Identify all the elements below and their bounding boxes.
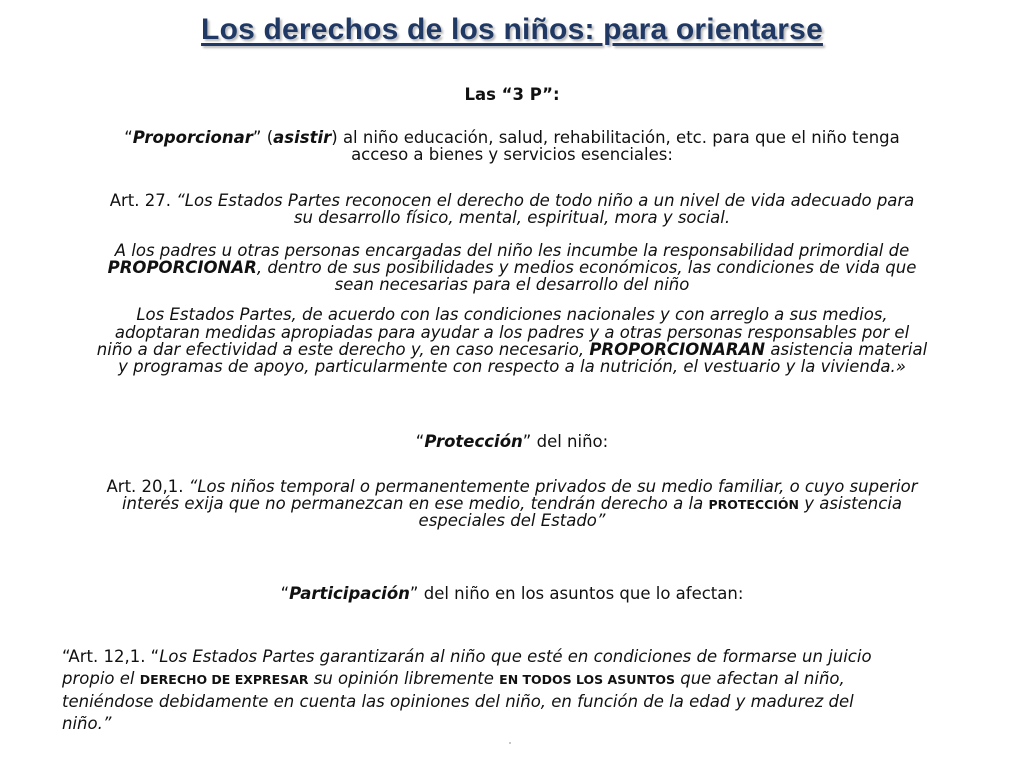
proporcionar-intro-line1 <box>0 129 1024 146</box>
padres-line2 <box>0 259 1024 276</box>
art27-text: “Los Estados Partes reconocen el derecho de todo niño a un nivel de vida adecuado para <box>176 191 915 210</box>
art20-line2-text-a: interés exija que no permanezcan en ese medio, tendrán derecho a la <box>121 494 709 513</box>
asistir-term: asistir <box>273 128 332 147</box>
art20-prefix: Art. 20,1. <box>106 477 189 496</box>
slide-title: Los derechos de los niños: para orientarse <box>201 13 823 46</box>
participacion-heading-text: ” del niño en los asuntos que lo afectan: <box>409 584 744 603</box>
participacion-heading <box>0 585 1024 602</box>
participacion-term: Participación <box>289 584 410 603</box>
padres-line3: sean necesarias para el desarrollo del niño <box>334 275 690 294</box>
proteccion-term: Protección <box>424 432 523 451</box>
art27-line2: su desarrollo físico, mental, espiritual, mora y social. <box>293 208 731 227</box>
estados-line2: adoptaran medidas apropiadas para ayudar a los padres y a otras personas responsables por el <box>114 323 910 342</box>
art27-prefix: Art. 27. <box>109 191 177 210</box>
art12-prefix: “Art. 12,1. “ <box>62 647 160 666</box>
slide-dot <box>509 742 511 744</box>
art20-line2-text-b: y asistencia <box>799 494 903 513</box>
art12-line1 <box>62 646 982 668</box>
quote-close: ” ( <box>252 128 274 147</box>
estados-line3-text-b: asistencia material <box>765 340 928 359</box>
todos-asuntos-small-caps: EN TODOS LOS ASUNTOS <box>499 672 675 687</box>
proporcionar-emphasis: PROPORCIONAR <box>107 258 257 277</box>
proteccion-heading <box>0 433 1024 450</box>
quote-open: “ <box>124 128 133 147</box>
art12-line2-text-c: que afectan al niño, <box>674 669 845 688</box>
estados-line3-text-a: niño a dar efectividad a este derecho y, en caso necesario, <box>96 340 590 359</box>
proporcionar-intro-line2: acceso a bienes y servicios esenciales: <box>351 145 673 164</box>
quote-open: “ <box>280 584 290 603</box>
proteccion-small-caps: PROTECCIÓN <box>708 497 800 512</box>
art12-line2 <box>62 668 982 691</box>
art20-line1 <box>0 478 1024 495</box>
estados-line4: y programas de apoyo, particularmente con respecto a la nutrición, el vestuario y la vivienda.» <box>118 357 906 376</box>
padres-line2-text: , dentro de sus posibilidades y medios económicos, las condiciones de vida que <box>256 258 917 277</box>
proporcionar-intro-text: ) al niño educación, salud, rehabilitación, etc. para que el niño tenga <box>331 128 900 147</box>
art20-line3: especiales del Estado” <box>418 511 606 530</box>
quote-open: “ <box>415 432 425 451</box>
art12-line2-text-b: su opinión libremente <box>308 669 500 688</box>
art27-line1 <box>0 192 1024 209</box>
art12-paragraph <box>62 646 982 735</box>
art20-text: “Los niños temporal o permanentemente privados de su medio familiar, o cuyo superior <box>188 477 918 496</box>
padres-line1: A los padres u otras personas encargadas del niño les incumbe la responsabilidad primordial de <box>114 241 910 260</box>
estados-line3 <box>0 341 1024 358</box>
proporcionar-term: Proporcionar <box>132 128 253 147</box>
derecho-expresar-small-caps: DERECHO DE EXPRESAR <box>139 672 309 687</box>
three-p-heading: Las “3 P”: <box>464 85 560 104</box>
art12-line4: niño.” <box>62 714 112 733</box>
proporcionaran-emphasis: PROPORCIONARAN <box>589 340 766 359</box>
proteccion-heading-text: ” del niño: <box>522 432 609 451</box>
art12-line1-text: Los Estados Partes garantizarán al niño que esté en condiciones de formarse un juicio <box>159 647 872 666</box>
art12-line3: teniéndose debidamente en cuenta las opiniones del niño, en función de la edad y madurez del <box>62 692 854 711</box>
art12-line2-text-a: propio el <box>62 669 140 688</box>
estados-line1: Los Estados Partes, de acuerdo con las condiciones nacionales y con arreglo a sus medios, <box>136 305 888 324</box>
